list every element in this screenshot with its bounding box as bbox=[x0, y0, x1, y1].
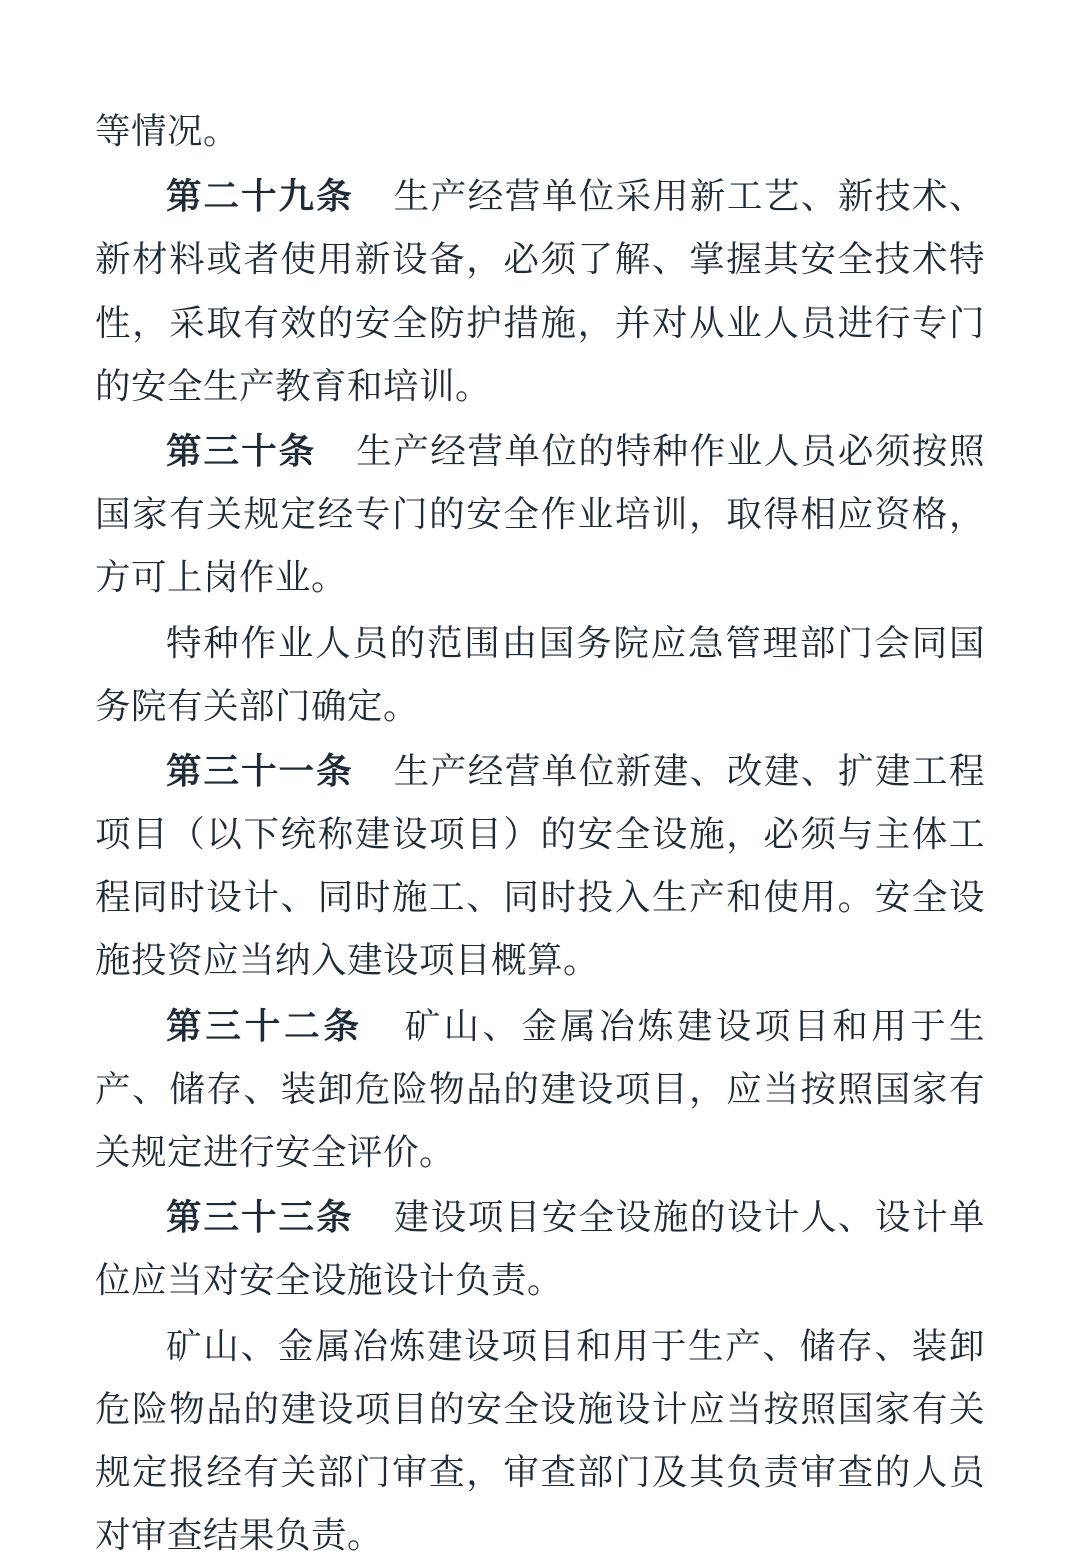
paragraph-text: 矿山、金属冶炼建设项目和用于生产、储存、装卸危险物品的建设项目的安全设施设计应当按照国家有关规定报经有关部门审查，审查部门及其负责审查的人员对审查结果负责。 bbox=[95, 1325, 985, 1556]
paragraph-text: 生产经营单位新建、改建、扩建工程项目（以下统称建设项目）的安全设施，必须与主体工程同时设计、同时施工、同时投入生产和使用。安全设施投资应当纳入建设项目概算。 bbox=[95, 750, 985, 981]
paragraph-text: 特种作业人员的范围由国务院应急管理部门会同国务院有关部门确定。 bbox=[95, 622, 985, 726]
paragraph bbox=[95, 100, 985, 163]
paragraph-text: 生产经营单位的特种作业人员必须按照国家有关规定经专门的安全作业培训，取得相应资格，方可上岗作业。 bbox=[95, 430, 985, 598]
paragraph bbox=[95, 740, 985, 993]
paragraph bbox=[95, 1186, 985, 1312]
paragraph-text: 矿山、金属冶炼建设项目和用于生产、储存、装卸危险物品的建设项目，应当按照国家有关规定进行安全评价。 bbox=[95, 1005, 985, 1172]
paragraph-text: 等情况。 bbox=[95, 111, 240, 151]
paragraph-text: 建设项目安全设施的设计人、设计单位应当对安全设施设计负责。 bbox=[95, 1197, 985, 1301]
paragraph bbox=[95, 995, 985, 1185]
paragraph bbox=[95, 1315, 985, 1567]
paragraph bbox=[95, 612, 985, 738]
paragraph bbox=[95, 420, 985, 610]
paragraph-text: 生产经营单位采用新工艺、新技术、新材料或者使用新设备，必须了解、掌握其安全技术特性，采取有效的安全防护措施，并对从业人员进行专门的安全生产教育和培训。 bbox=[95, 176, 985, 406]
article-label: 第三十三条 bbox=[166, 1197, 354, 1238]
article-label: 第三十条 bbox=[166, 430, 317, 471]
document-body bbox=[95, 100, 985, 1567]
article-label: 第三十二条 bbox=[166, 1005, 363, 1046]
article-label: 第三十一条 bbox=[166, 750, 354, 791]
article-label: 第二十九条 bbox=[166, 176, 354, 217]
paragraph bbox=[95, 165, 985, 418]
